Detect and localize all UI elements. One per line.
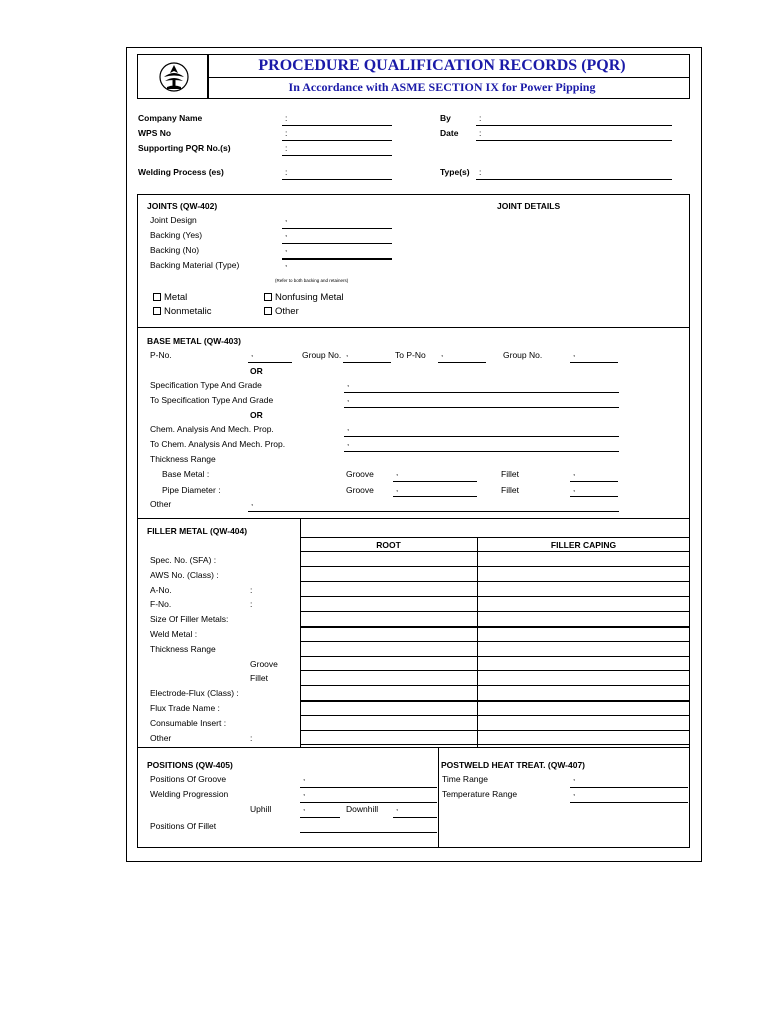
positions-groove-label: Positions Of Groove: [150, 774, 227, 784]
base-fillet-field[interactable]: [570, 481, 618, 482]
company-name-label: Company Name: [138, 113, 203, 123]
flux-trade-label: Flux Trade Name :: [150, 703, 220, 713]
date-field[interactable]: [476, 140, 672, 141]
chem-field[interactable]: [344, 436, 619, 437]
backing-yes-field[interactable]: [282, 243, 392, 244]
welding-process-field[interactable]: [282, 179, 392, 180]
filler-fillet-label: Fillet: [250, 673, 268, 683]
filler-thickness-label: Thickness Range: [150, 644, 216, 654]
group-no-field[interactable]: [343, 362, 391, 363]
filler-grid-row-line: [300, 744, 690, 745]
a-no-label: A-No.: [150, 585, 172, 595]
types-field[interactable]: [476, 179, 672, 180]
nonmetalic-option[interactable]: Nonmetalic: [153, 307, 212, 317]
to-p-no-field[interactable]: [438, 362, 486, 363]
p-no-label: P-No.: [150, 350, 172, 360]
pipe-fillet-field[interactable]: [570, 496, 618, 497]
groove-label-1: Groove: [346, 469, 374, 479]
wps-no-label: WPS No: [138, 128, 172, 138]
other-label: Other: [150, 499, 172, 509]
filler-grid-row-line: [300, 656, 690, 657]
joints-title: JOINTS (QW-402): [147, 201, 218, 211]
spec-no-label: Spec. No. (SFA) :: [150, 555, 217, 565]
downhill-field[interactable]: [393, 817, 437, 818]
spec-type-label: Specification Type And Grade: [150, 380, 262, 390]
progression-label: Welding Progression: [150, 789, 229, 799]
nonfusing-checkbox[interactable]: [264, 293, 272, 301]
by-label: By: [440, 113, 451, 123]
other-option[interactable]: Other: [264, 307, 299, 317]
page-subtitle: In Accordance with ASME SECTION IX for Power Pipping: [288, 80, 596, 94]
root-column-header: ROOT: [376, 540, 401, 550]
filler-groove-label: Groove: [250, 659, 278, 669]
nonfusing-option[interactable]: Nonfusing Metal: [264, 293, 344, 303]
positions-fillet-label: Positions Of Fillet: [150, 821, 217, 831]
electrode-flux-label: Electrode-Flux (Class) :: [150, 688, 239, 698]
filler-grid-row-line: [300, 566, 690, 567]
welding-process-label: Welding Process (es): [138, 167, 224, 177]
backing-material-label: Backing Material (Type): [150, 260, 240, 270]
filler-caping-column-header: FILLER CAPING: [550, 540, 617, 550]
company-name-field[interactable]: [282, 125, 392, 126]
or-label-1: OR: [250, 366, 263, 376]
f-no-label: F-No.: [150, 599, 172, 609]
to-chem-label: To Chem. Analysis And Mech. Prop.: [150, 439, 286, 449]
filler-other-label: Other: [150, 733, 172, 743]
fillet-label-2: Fillet: [501, 485, 519, 495]
base-metal-label: Base Metal :: [162, 469, 210, 479]
aws-no-label: AWS No. (Class) :: [150, 570, 219, 580]
filler-grid-row-line: [300, 670, 690, 671]
fillet-label-1: Fillet: [501, 469, 519, 479]
pipe-diameter-label: Pipe Diameter :: [162, 485, 221, 495]
wps-no-field[interactable]: [282, 140, 392, 141]
time-range-field[interactable]: [570, 787, 688, 788]
filler-grid-row-line: [300, 730, 690, 731]
backing-no-field[interactable]: [282, 258, 392, 260]
p-no-field[interactable]: [248, 362, 292, 363]
other-field[interactable]: [248, 511, 619, 512]
page-title: PROCEDURE QUALIFICATION RECORDS (PQR): [258, 57, 626, 74]
by-field[interactable]: [476, 125, 672, 126]
positions-fillet-field[interactable]: [300, 832, 437, 833]
temperature-range-field[interactable]: [570, 802, 688, 803]
base-groove-field[interactable]: [393, 481, 477, 482]
types-label: Type(s): [440, 167, 470, 177]
to-spec-type-label: To Specification Type And Grade: [150, 395, 274, 405]
joint-design-field[interactable]: [282, 228, 392, 229]
filler-grid-row-line: [300, 641, 690, 642]
to-p-no-label: To P-No: [395, 350, 426, 360]
group-no-label: Group No.: [302, 350, 342, 360]
uphill-field[interactable]: [300, 817, 340, 818]
nonmetalic-checkbox[interactable]: [153, 307, 161, 315]
pwht-title: POSTWELD HEAT TREAT. (QW-407): [441, 760, 586, 770]
filler-grid-row-line: [300, 700, 690, 702]
supporting-pqr-field[interactable]: [282, 155, 392, 156]
supporting-pqr-label: Supporting PQR No.(s): [138, 143, 231, 153]
consumable-label: Consumable Insert :: [150, 718, 227, 728]
positions-groove-field[interactable]: [300, 787, 437, 788]
joint-details-title: JOINT DETAILS: [497, 201, 561, 211]
filler-grid-row-line: [300, 685, 690, 686]
sections-box: [137, 194, 690, 848]
other-checkbox[interactable]: [264, 307, 272, 315]
downhill-label: Downhill: [346, 804, 379, 814]
base-metal-title: BASE METAL (QW-403): [147, 336, 241, 346]
pipe-groove-field[interactable]: [393, 496, 477, 497]
spec-type-field[interactable]: [344, 392, 619, 393]
filler-grid-row-line: [300, 581, 690, 582]
joint-design-label: Joint Design: [150, 215, 197, 225]
group-no-2-field[interactable]: [570, 362, 618, 363]
metal-checkbox[interactable]: [153, 293, 161, 301]
emblem-logo: [158, 60, 190, 94]
temperature-range-label: Temperature Range: [442, 789, 518, 799]
filler-metal-title: FILLER METAL (QW-404): [147, 526, 248, 536]
date-label: Date: [440, 128, 459, 138]
progression-field[interactable]: [300, 802, 437, 803]
filler-grid-row-line: [300, 626, 690, 628]
positions-title: POSITIONS (QW-405): [147, 760, 233, 770]
to-chem-field[interactable]: [344, 451, 619, 452]
backing-yes-label: Backing (Yes): [150, 230, 203, 240]
or-label-2: OR: [250, 410, 263, 420]
weld-metal-label: Weld Metal :: [150, 629, 198, 639]
chem-label: Chem. Analysis And Mech. Prop.: [150, 424, 274, 434]
uphill-label: Uphill: [250, 804, 272, 814]
thickness-range-label: Thickness Range: [150, 454, 216, 464]
filler-grid-row-line: [300, 611, 690, 612]
size-label: Size Of Filler Metals:: [150, 614, 229, 624]
filler-grid-row-line: [300, 715, 690, 716]
time-range-label: Time Range: [442, 774, 488, 784]
to-spec-type-field[interactable]: [344, 407, 619, 408]
group-no-2-label: Group No.: [503, 350, 543, 360]
backing-no-label: Backing (No): [150, 245, 200, 255]
groove-label-2: Groove: [346, 485, 374, 495]
metal-option[interactable]: Metal: [153, 293, 187, 303]
filler-grid-row-line: [300, 596, 690, 597]
backing-note: (Refer to both backing and retainers): [275, 278, 349, 283]
